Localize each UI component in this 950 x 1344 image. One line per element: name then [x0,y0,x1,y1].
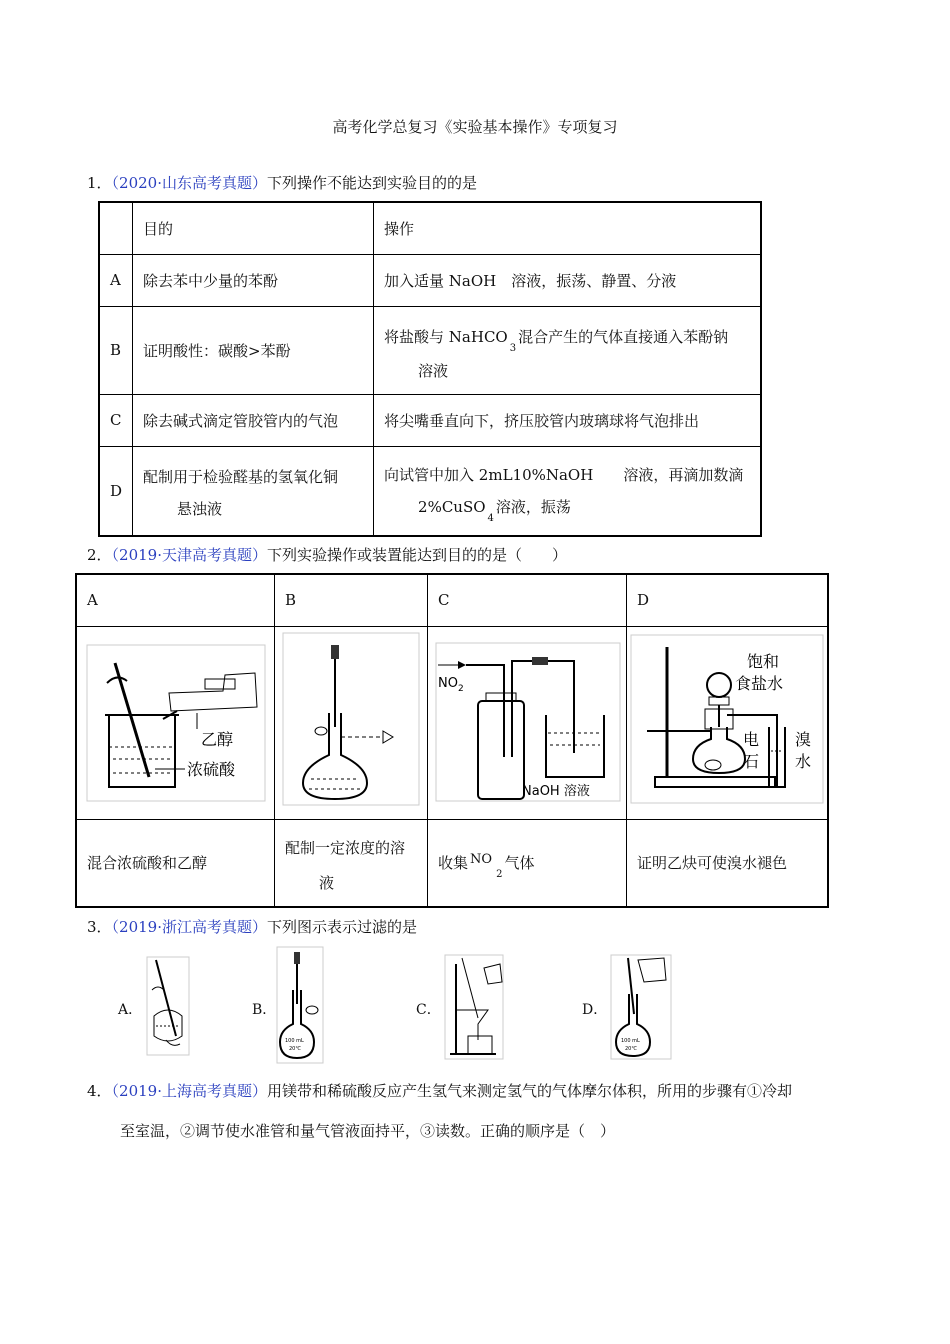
label-sulfuric-acid: 浓硫酸 [187,759,236,779]
flask-temp-label: 20℃ [289,1046,301,1052]
purpose-cell: 除去苯中少量的苯酚 [133,254,374,306]
label-no2: $NO_2$ [438,675,464,694]
q4-number: 4． [87,1082,112,1100]
option-b-label: B． [252,1002,277,1018]
question-3 [87,917,417,937]
acetylene-figure [627,627,827,815]
label-dian: 电 [743,729,760,749]
row-label: A [99,254,133,306]
label-naoh-solution: NaOH 溶液 [522,783,590,799]
subscript: 3 [509,342,517,354]
q4-stem-line1: 用镁带和稀硫酸反应产生氢气来测定氢气的气体摩尔体积，所用的步骤有①冷却 [267,1082,793,1100]
row-label: B [99,306,133,394]
option-label: B [275,574,428,626]
caption-b [275,819,428,907]
option-a-label: A． [118,1002,143,1018]
table-row [99,394,761,446]
table-row [99,254,761,306]
figure-cell-b [275,626,428,819]
volumetric-flask-figure [275,627,425,815]
figure-cell-a [76,626,275,819]
header-cell: 目的 [133,202,374,254]
caption-no: NO [470,852,493,868]
caption-c [428,819,627,907]
label-ethanol: 乙醇 [201,729,234,749]
caption-text: 气体 [504,854,535,873]
header-cell [99,202,133,254]
q1-table [98,201,762,537]
flask-volume-label: 100 mL [621,1038,640,1044]
subscript: 2 [496,869,503,881]
table-row [76,574,828,626]
table-row [76,626,828,819]
op-text: 向试管中加入 2mL10%NaOH 溶液，再滴加数滴 [384,466,744,485]
flask-temp-label: 20℃ [625,1046,637,1052]
caption-a: 混合浓硫酸和乙醇 [76,819,275,907]
caption-b-line2: 液 [319,873,335,892]
q1-stem: 下列操作不能达到实验目的的是 [267,174,478,192]
option-label: C [428,574,627,626]
caption-text: 收集 [438,854,469,873]
operation-cell: 将尖嘴垂直向下，挤压胶管内玻璃球将气泡排出 [374,394,761,446]
row-label: C [99,394,133,446]
question-2 [87,545,567,565]
purpose-cell [133,446,374,536]
option-c-figure [444,954,504,1060]
question-4 [87,1081,792,1101]
caption-d: 证明乙炔可使溴水褪色 [627,819,829,907]
subscript: 4 [487,513,494,525]
beaker-mixing-figure [77,627,273,815]
label-brine: 食盐水 [735,673,784,693]
q4-source: （2019·上海高考真题） [111,1082,267,1100]
purpose-cell: 证明酸性：碳酸>苯酚 [133,306,374,394]
header-cell: 操作 [374,202,761,254]
gas-collection-figure [428,627,626,815]
page-title: 高考化学总复习《实验基本操作》专项复习 [332,118,618,136]
row-label: D [99,446,133,536]
label-saturated: 饱和 [747,651,780,671]
op-text: 溶液，振荡 [495,498,571,517]
flask-volume-label: 100 mL [285,1038,304,1044]
op-text: 混合产生的气体直接通入苯酚钠 [518,327,729,346]
figure-cell-c [428,626,627,819]
q1-number: 1． [87,174,112,192]
q2-stem: 下列实验操作或装置能达到目的的是（ ） [267,546,568,564]
table-row [99,202,761,254]
table-row [76,819,828,907]
option-b-figure [276,946,324,1064]
q1-source: （2020·山东高考真题） [111,174,267,192]
q3-stem: 下列图示表示过滤的是 [267,918,418,936]
q3-number: 3． [87,918,112,936]
label-shi: 石 [743,751,760,771]
operation-cell [374,306,761,394]
option-label: D [627,574,829,626]
purpose-text: 配制用于检验醛基的氢氧化铜 [143,467,339,486]
label-xiu: 溴 [795,729,812,749]
q2-table [75,573,829,908]
question-1 [87,173,477,193]
purpose-text: 悬浊液 [177,499,223,518]
option-c-label: C． [416,1002,441,1018]
option-a-figure [146,956,190,1056]
figure-cell-d [627,626,829,819]
q3-source: （2019·浙江高考真题） [111,918,267,936]
label-shui: 水 [795,751,812,771]
option-d-figure [610,954,672,1060]
op-text: 溶液 [418,361,449,380]
operation-cell [374,446,761,536]
op-text: 将盐酸与 NaHCO [384,327,508,346]
table-row [99,306,761,394]
operation-cell: 加入适量 NaOH 溶液，振荡、静置、分液 [374,254,761,306]
table-row [99,446,761,536]
purpose-cell: 除去碱式滴定管胶管内的气泡 [133,394,374,446]
option-label: A [76,574,275,626]
op-text: 2%CuSO [418,498,486,517]
q4-stem-line2: 至室温，②调节使水准管和量气管液面持平，③读数。正确的顺序是（ ） [120,1122,616,1140]
q2-number: 2． [87,546,112,564]
q2-source: （2019·天津高考真题） [111,546,267,564]
caption-b-line1: 配制一定浓度的溶 [285,838,406,857]
option-d-label: D． [582,1002,608,1018]
